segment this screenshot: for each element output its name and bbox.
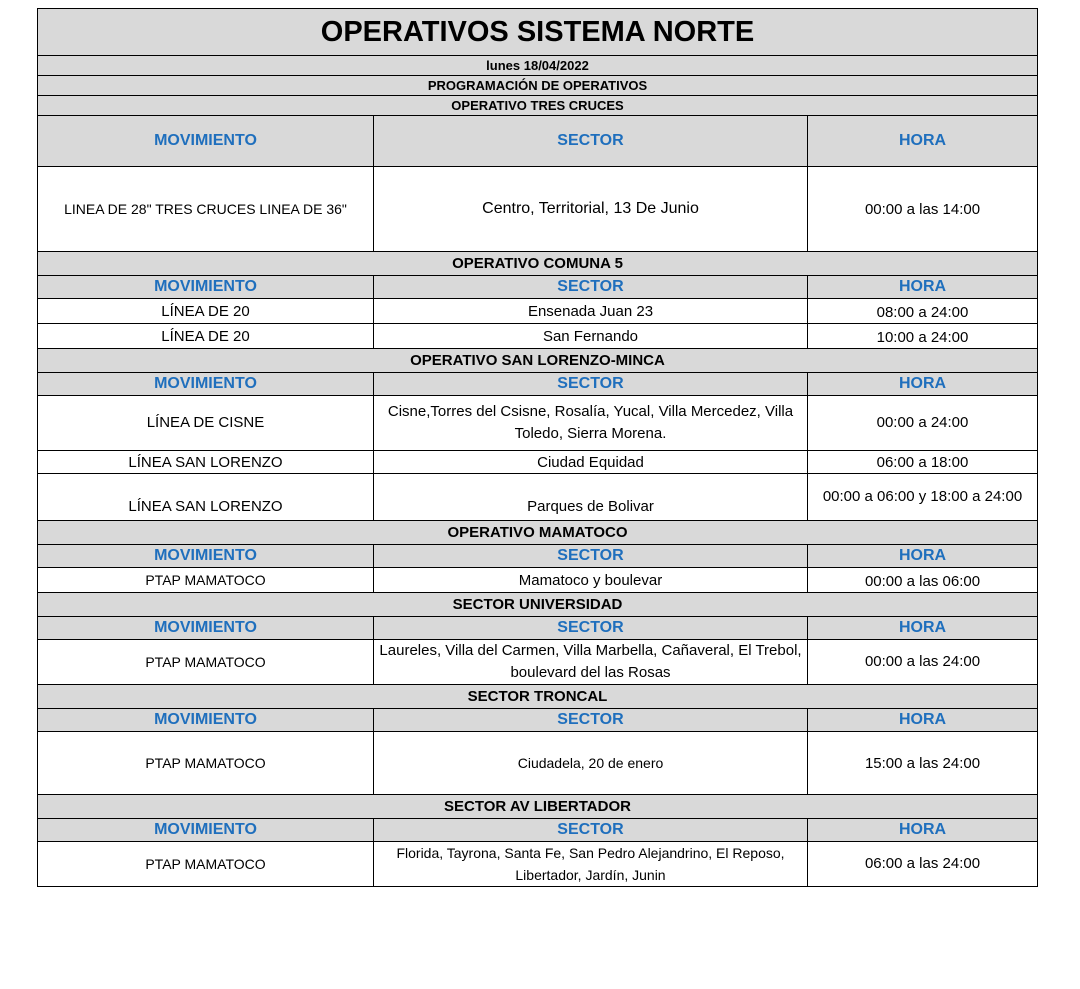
header-sector: SECTOR [374,617,808,640]
header-movimiento: MOVIMIENTO [38,709,374,732]
header-hora: HORA [808,116,1038,167]
cell-movimiento: PTAP MAMATOCO [38,732,374,795]
header-sector: SECTOR [374,373,808,396]
table-row [38,640,1038,685]
cell-sector: Mamatoco y boulevar [374,568,808,593]
cell-hora: 06:00 a 18:00 [808,451,1038,474]
cell-movimiento: LÍNEA DE CISNE [38,396,374,451]
date-label: lunes 18/04/2022 [38,56,1038,76]
section-title: OPERATIVO SAN LORENZO-MINCA [38,349,1038,373]
cell-movimiento: LÍNEA SAN LORENZO [38,474,374,521]
header-hora: HORA [808,819,1038,842]
section-title: SECTOR TRONCAL [38,685,1038,709]
header-sector: SECTOR [374,819,808,842]
cell-sector: San Fernando [374,324,808,349]
cell-hora: 10:00 a 24:00 [808,324,1038,349]
header-movimiento: MOVIMIENTO [38,819,374,842]
table-row [38,299,1038,324]
cell-sector: Florida, Tayrona, Santa Fe, San Pedro Alejandrino, El Reposo, Libertador, Jardín, Junin [374,842,808,887]
cell-movimiento: LINEA DE 28" TRES CRUCES LINEA DE 36" [38,167,374,252]
column-header-row [38,819,1038,842]
header-movimiento: MOVIMIENTO [38,545,374,568]
cell-sector: Ensenada Juan 23 [374,299,808,324]
operativos-table [37,8,1038,887]
cell-sector: Laureles, Villa del Carmen, Villa Marbella, Cañaveral, El Trebol, boulevard del las Rosas [374,640,808,685]
table-row [38,167,1038,252]
cell-hora: 06:00 a las 24:00 [808,842,1038,887]
table-row [38,842,1038,887]
column-header-row [38,116,1038,167]
cell-sector: Parques de Bolivar [374,474,808,521]
cell-hora: 08:00 a 24:00 [808,299,1038,324]
header-movimiento: MOVIMIENTO [38,617,374,640]
cell-hora: 15:00 a las 24:00 [808,732,1038,795]
table-row [38,474,1038,521]
header-sector: SECTOR [374,709,808,732]
section-title: OPERATIVO TRES CRUCES [38,96,1038,116]
header-movimiento: MOVIMIENTO [38,373,374,396]
cell-sector: Ciudadela, 20 de enero [374,732,808,795]
cell-movimiento: LÍNEA DE 20 [38,324,374,349]
cell-movimiento: PTAP MAMATOCO [38,568,374,593]
subtitle-label: PROGRAMACIÓN DE OPERATIVOS [38,76,1038,96]
cell-hora: 00:00 a las 14:00 [808,167,1038,252]
column-header-row [38,276,1038,299]
table-row [38,568,1038,593]
header-hora: HORA [808,276,1038,299]
cell-movimiento: LÍNEA DE 20 [38,299,374,324]
column-header-row [38,617,1038,640]
table-row [38,451,1038,474]
cell-sector: Ciudad Equidad [374,451,808,474]
cell-movimiento: PTAP MAMATOCO [38,842,374,887]
section-title: SECTOR AV LIBERTADOR [38,795,1038,819]
header-hora: HORA [808,373,1038,396]
section-title: OPERATIVO MAMATOCO [38,521,1038,545]
column-header-row [38,545,1038,568]
cell-hora: 00:00 a 24:00 [808,396,1038,451]
section-title: OPERATIVO COMUNA 5 [38,252,1038,276]
cell-hora: 00:00 a las 06:00 [808,568,1038,593]
column-header-row [38,373,1038,396]
header-hora: HORA [808,709,1038,732]
header-sector: SECTOR [374,545,808,568]
section-title: SECTOR UNIVERSIDAD [38,593,1038,617]
cell-sector: Centro, Territorial, 13 De Junio [374,167,808,252]
column-header-row [38,709,1038,732]
page-title: OPERATIVOS SISTEMA NORTE [38,9,1038,56]
table-row [38,732,1038,795]
cell-hora: 00:00 a las 24:00 [808,640,1038,685]
header-movimiento: MOVIMIENTO [38,116,374,167]
header-sector: SECTOR [374,276,808,299]
header-hora: HORA [808,617,1038,640]
cell-movimiento: PTAP MAMATOCO [38,640,374,685]
table-row [38,396,1038,451]
cell-movimiento: LÍNEA SAN LORENZO [38,451,374,474]
cell-sector: Cisne,Torres del Csisne, Rosalía, Yucal, Villa Mercedez, Villa Toledo, Sierra Morena. [374,396,808,451]
header-sector: SECTOR [374,116,808,167]
header-hora: HORA [808,545,1038,568]
cell-hora: 00:00 a 06:00 y 18:00 a 24:00 [808,474,1038,521]
header-movimiento: MOVIMIENTO [38,276,374,299]
table-row [38,324,1038,349]
